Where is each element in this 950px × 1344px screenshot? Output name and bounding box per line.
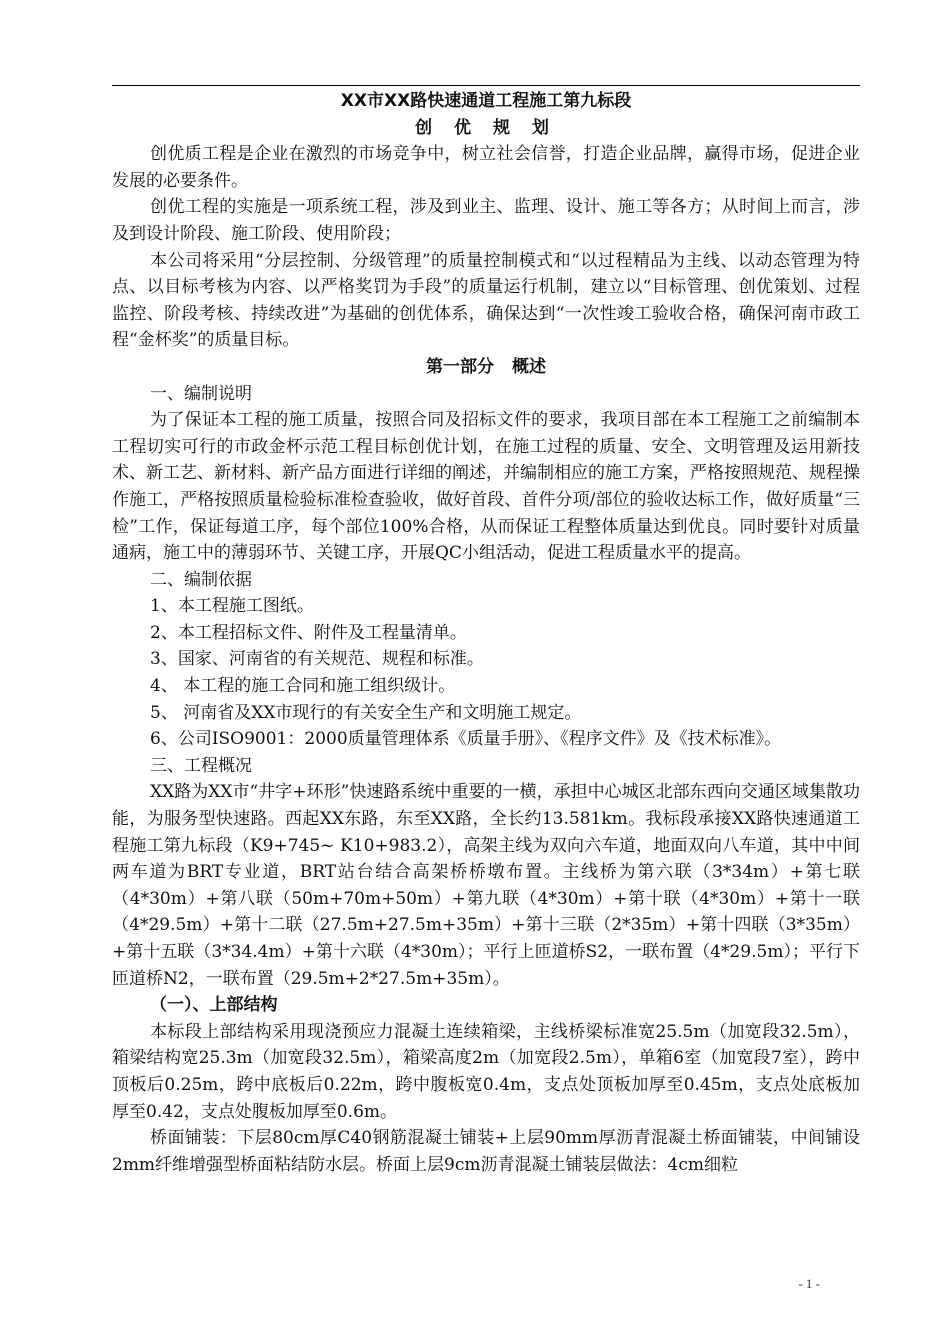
intro-paragraph-3: 本公司将采用“分层控制、分级管理”的质量控制模式和“以过程精品为主线、以动态管理为特点、以目标考核为内容、以严格奖罚为手段”的质量运行机制，建立以“目标管理、创优策划、过程监控、阶段考核、持续改进”为基础的创优体系，确保达到“一次性竣工验收合格，确保河南市政工程“金杯奖”的质量目标。 [112,250,860,351]
basis-item-4: 4、 本工程的施工合同和施工组织级计。 [150,676,456,697]
basis-item-2: 2、本工程招标文件、附件及工程量清单。 [150,622,467,643]
part-heading [112,354,860,381]
intro-paragraph-1: 创优质工程是企业在激烈的市场竞争中，树立社会信誉，打造企业品牌，赢得市场，促进企业发展的必要条件。 [112,144,860,191]
part-name: 概述 [511,356,546,377]
document-subtitle: 创 优 规 划 [415,117,557,138]
project-overview-paragraph: XX路为XX市“井字+环形”快速路系统中重要的一横，承担中心城区北部东西向交通区域集散功能，为服务型快速路。西起XX东路，东至XX路，全长约13.581km。我标段承接XX路快速通道工程施工第九标段（K9+745~ K10+983.2），高架主线为双向六车道，地面双向八车道，其中中间两车道为BRT专业道，BRT站台结合高架桥桥墩布置。主线桥为第六联（3*34m）+第七联（4*30m）+第八联（50m+70m+50m）+第九联（4*30m）+第十联（4*30m）+第十一联（4*29.5m）+第十二联（27.5m+27.5m+35m）+第十三联（2*35m）+第十四联（3*35m）+第十五联（3*34.4m）+第十六联（4*30m）；平行上匝道桥S2，一联布置（4*29.5m）；平行下匝道桥N2，一联布置（29.5m+2*27.5m+35m）。 [112,782,860,989]
intro-paragraph-2: 创优工程的实施是一项系统工程，涉及到业主、监理、设计、施工等各方；从时间上而言，涉及到设计阶段、施工阶段、使用阶段； [112,197,860,244]
basis-item-6: 6、公司ISO9001：2000质量管理体系《质量手册》、《程序文件》及《技术标准》。 [150,729,782,750]
part-label: 第一部分 [426,356,495,377]
basis-item-1: 1、本工程施工图纸。 [150,596,314,617]
subsection-heading-superstructure: （一）、上部结构 [150,995,278,1016]
section-heading-compilation-basis: 二、编制依据 [150,569,252,590]
basis-item-3: 3、国家、河南省的有关规范、规程和标准。 [150,649,484,670]
document-body [112,88,860,1178]
header-rule [112,85,860,86]
deck-pavement-paragraph: 桥面铺装：下层80cm厚C40钢筋混凝土铺装+上层90mm厚沥青混凝土桥面铺装，中间铺设2mm纤维增强型桥面粘结防水层。桥面上层9cm沥青混凝土铺装层做法：4cm细粒 [112,1128,860,1175]
compilation-note-paragraph: 为了保证本工程的施工质量，按照合同及招标文件的要求，我项目部在本工程施工之前编制本工程切实可行的市政金杯示范工程目标创优计划，在施工过程的质量、安全、文明管理及运用新技术、新工艺、新材料、新产品方面进行详细的阐述，并编制相应的施工方案，严格按照规范、规程操作施工，严格按照质量检验标准检查验收，做好首段、首件分项/部位的验收达标工作，做好质量“三检”工作，保证每道工序，每个部位100%合格，从而保证工程整体质量达到优良。同时要针对质量通病，施工中的薄弱环节、关键工序，开展QC小组活动，促进工程质量水平的提高。 [112,410,860,564]
page-number: - 1 - [798,1276,820,1291]
superstructure-paragraph: 本标段上部结构采用现浇预应力混凝土连续箱梁，主线桥梁标准宽25.5m（加宽段32.5m），箱梁结构宽25.3m（加宽段32.5m），箱梁高度2m（加宽段2.5m），单箱6室（加宽段7室），跨中顶板后0.25m，跨中底板后0.22m，跨中腹板宽0.4m，支点处顶板加厚至0.45m，支点处底板加厚至0.42，支点处腹板加厚至0.6m。 [112,1021,860,1122]
document-title: XX市XX路快速通道工程施工第九标段 [340,91,632,111]
basis-item-5: 5、 河南省及XX市现行的有关安全生产和文明施工规定。 [150,702,582,723]
section-heading-compilation-note: 一、编制说明 [150,383,252,404]
section-heading-project-overview: 三、工程概况 [150,755,252,776]
